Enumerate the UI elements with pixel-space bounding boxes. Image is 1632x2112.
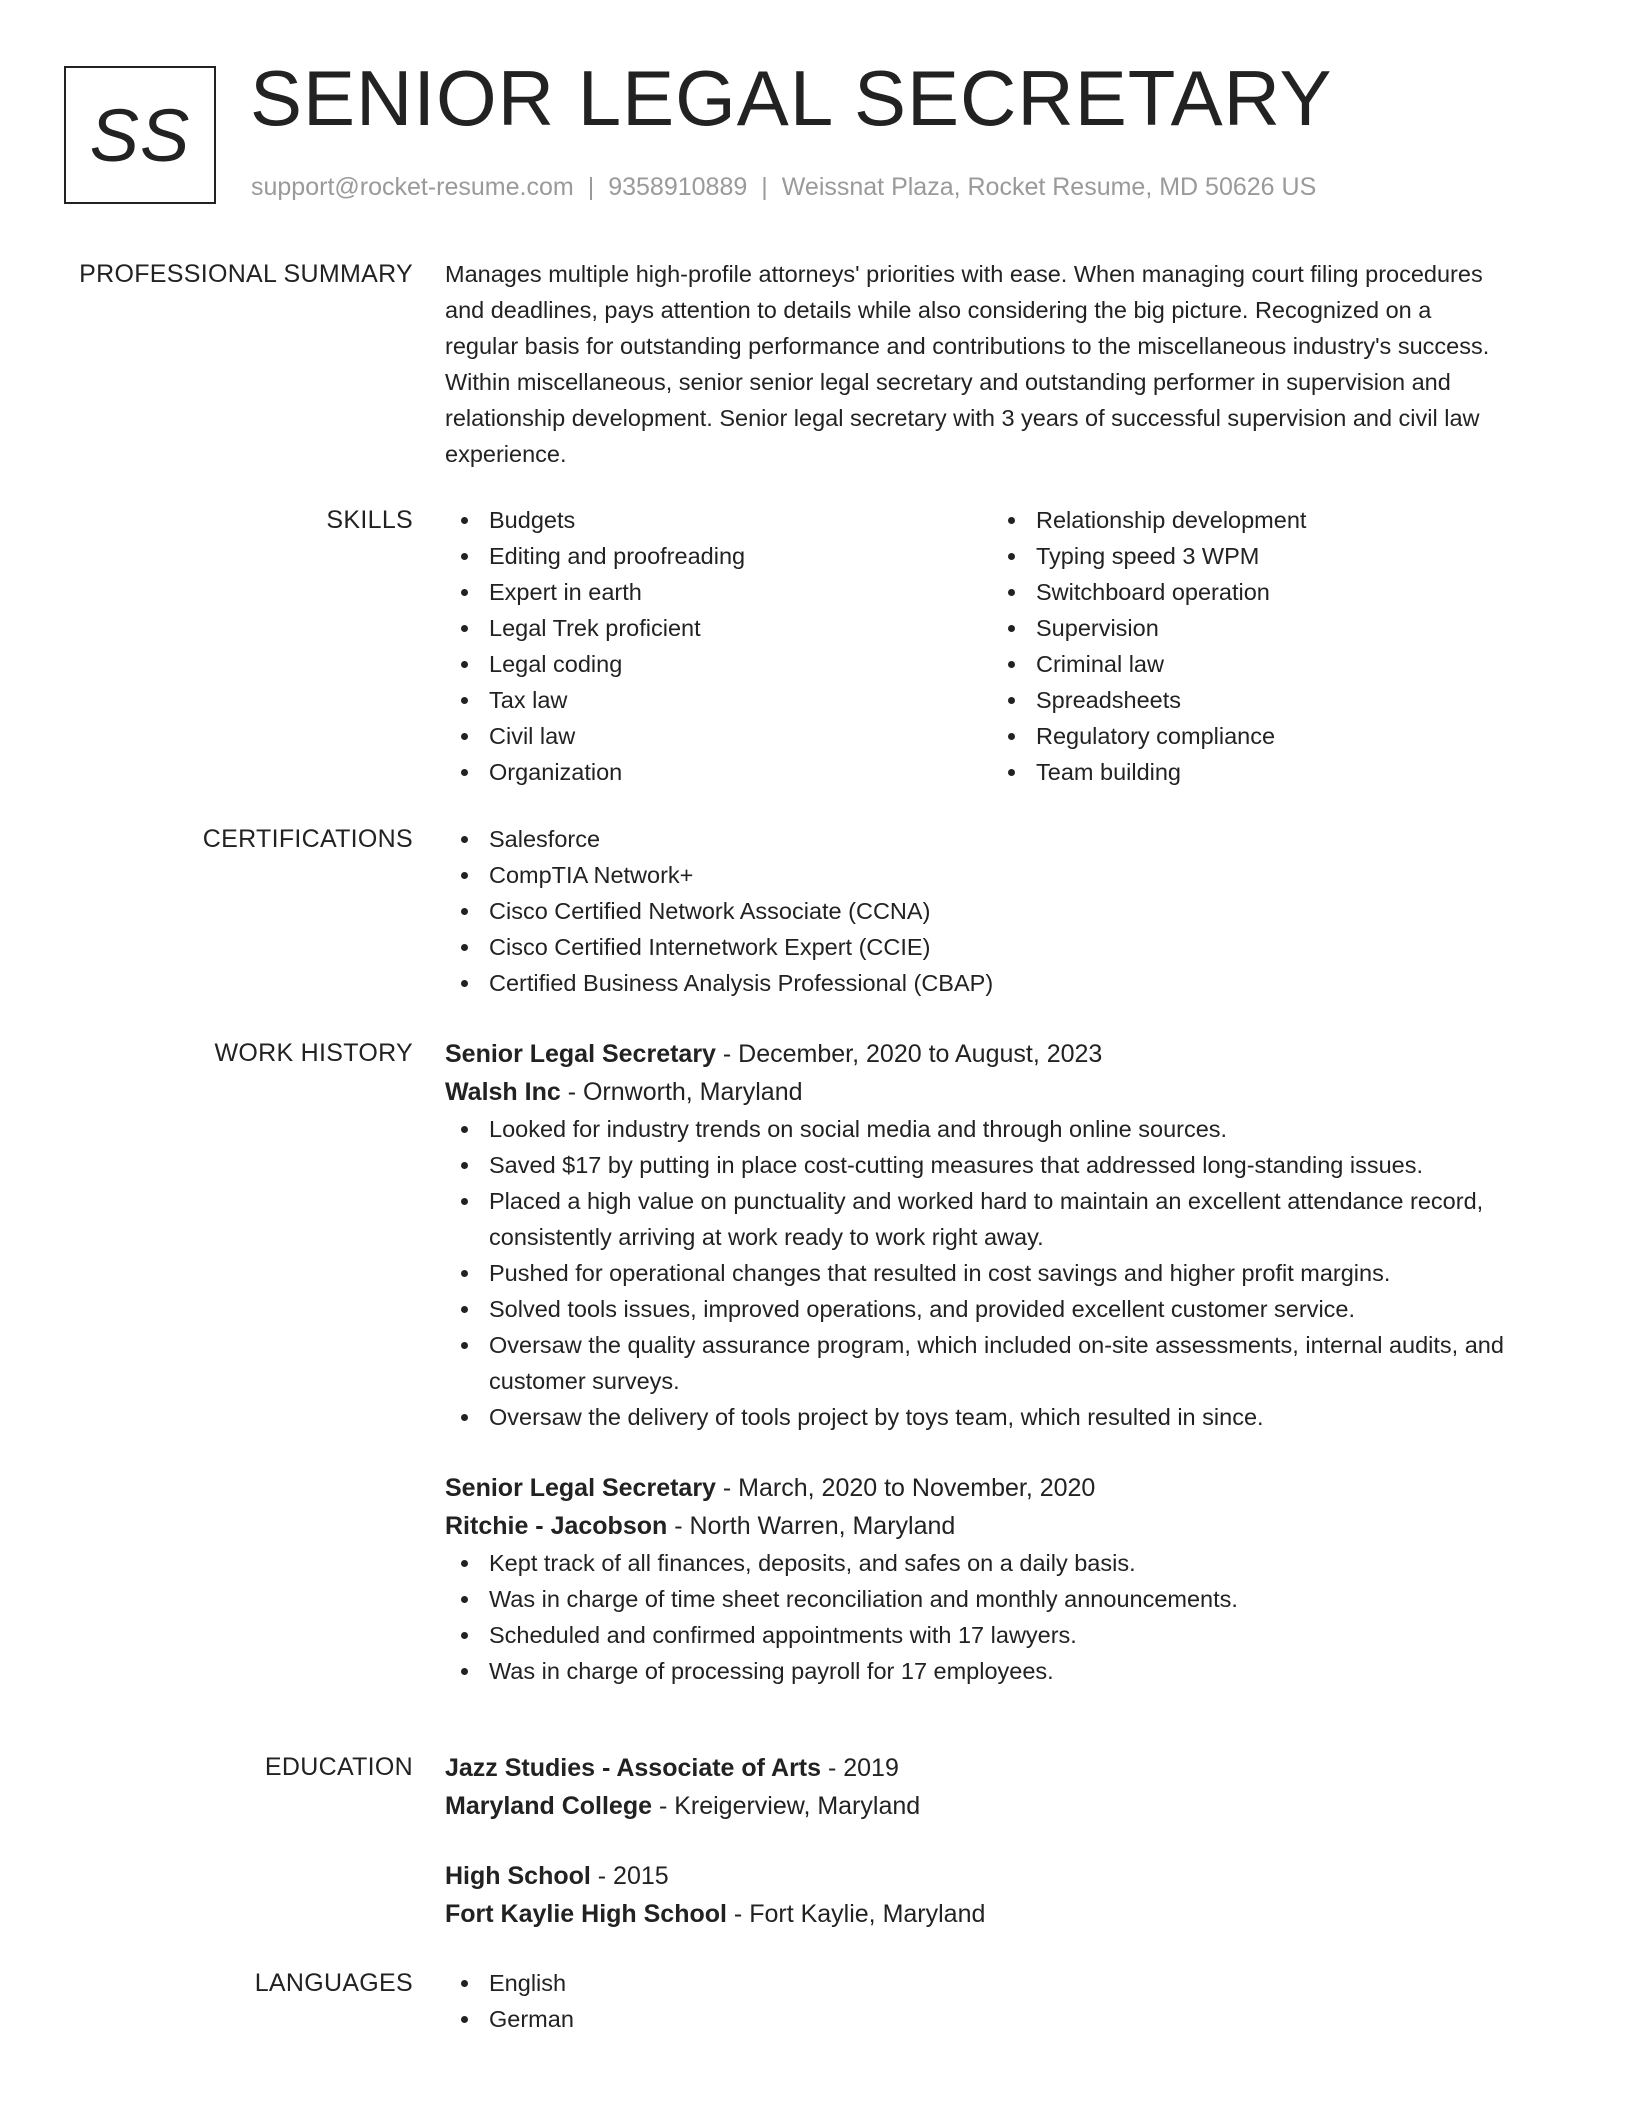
- list-item: Tax law: [445, 682, 992, 718]
- education-body: [445, 1749, 1560, 1933]
- list-item: Editing and proofreading: [445, 538, 992, 574]
- contact-phone[interactable]: 9358910889: [608, 173, 748, 201]
- job-dates: - March, 2020 to November, 2020: [715, 1474, 1096, 1502]
- list-item: Solved tools issues, improved operations, and provided excellent customer service.: [445, 1291, 1560, 1327]
- job-title: Senior Legal Secretary: [445, 1040, 716, 1068]
- list-item: Pushed for operational changes that resulted in cost savings and higher profit margins.: [445, 1255, 1560, 1291]
- job-entry: [445, 1035, 1560, 1435]
- section-label-work: WORK HISTORY: [214, 1039, 413, 1067]
- degree: Jazz Studies - Associate of Arts: [445, 1754, 822, 1782]
- languages-list: [445, 1965, 1560, 2037]
- list-item: German: [445, 2001, 1560, 2037]
- summary-line: and deadlines, pays attention to details while also considering the big picture. Recognized on a: [445, 297, 1432, 323]
- section-label-languages: LANGUAGES: [254, 1969, 413, 1997]
- languages-body: [445, 1965, 1560, 2037]
- job-title-line: [445, 1469, 1560, 1507]
- school-line: [445, 1787, 1560, 1825]
- school: Maryland College: [445, 1792, 652, 1820]
- job-bullets: [445, 1545, 1560, 1689]
- list-item: Regulatory compliance: [992, 718, 1539, 754]
- list-item: CompTIA Network+: [445, 857, 1560, 893]
- school-location: - Kreigerview, Maryland: [652, 1792, 921, 1820]
- skills-grid: [445, 502, 1560, 790]
- list-item: Oversaw the delivery of tools project by toys team, which resulted in since.: [445, 1399, 1560, 1435]
- section-label-certifications: CERTIFICATIONS: [202, 825, 413, 853]
- contact-email[interactable]: support@rocket-resume.com: [251, 173, 574, 201]
- job-entry: [445, 1469, 1560, 1689]
- degree-line: [445, 1749, 1560, 1787]
- list-item: Was in charge of time sheet reconciliation and monthly announcements.: [445, 1581, 1560, 1617]
- degree-year: - 2015: [590, 1862, 669, 1890]
- summary-line: relationship development. Senior legal secretary with 3 years of successful supervision and civil law: [445, 405, 1480, 431]
- job-company: Walsh Inc: [445, 1078, 561, 1106]
- list-item: Budgets: [445, 502, 992, 538]
- job-dates: - December, 2020 to August, 2023: [715, 1040, 1103, 1068]
- list-item: Typing speed 3 WPM: [992, 538, 1539, 574]
- list-item: Criminal law: [992, 646, 1539, 682]
- list-item: English: [445, 1965, 1560, 2001]
- school-location: - Fort Kaylie, Maryland: [726, 1900, 986, 1928]
- summary-line: Within miscellaneous, senior senior legal secretary and outstanding performer in supervision and: [445, 369, 1451, 395]
- list-item: Certified Business Analysis Professional (CBAP): [445, 965, 1560, 1001]
- certifications-body: [445, 821, 1560, 1001]
- school: Fort Kaylie High School: [445, 1900, 727, 1928]
- skills-list-right: [992, 502, 1539, 790]
- bullet-line: Oversaw the quality assurance program, which included on-site assessments, internal audits, and: [489, 1332, 1504, 1358]
- list-item: Legal Trek proficient: [445, 610, 992, 646]
- list-item: [445, 1183, 1560, 1255]
- summary-line: experience.: [445, 441, 567, 467]
- monogram: SS: [64, 66, 216, 204]
- list-item: Supervision: [992, 610, 1539, 646]
- degree-line: [445, 1857, 1560, 1895]
- job-company: Ritchie - Jacobson: [445, 1512, 668, 1540]
- job-title-line: [445, 1035, 1560, 1073]
- work-body: [445, 1035, 1560, 1689]
- education-entry: [445, 1857, 1560, 1933]
- job-location: - Ornworth, Maryland: [560, 1078, 803, 1106]
- bullet-line: Placed a high value on punctuality and worked hard to maintain an excellent attendance record,: [489, 1188, 1484, 1214]
- job-bullets: [445, 1111, 1560, 1435]
- list-item: Cisco Certified Internetwork Expert (CCIE): [445, 929, 1560, 965]
- section-label-education: EDUCATION: [264, 1753, 413, 1781]
- contact-separator: |: [761, 173, 768, 201]
- list-item: Team building: [992, 754, 1539, 790]
- summary-text: [445, 256, 1560, 472]
- section-label-summary: PROFESSIONAL SUMMARY: [79, 260, 413, 288]
- contact-separator: |: [587, 173, 595, 201]
- skills-body: [445, 502, 1560, 790]
- list-item: Looked for industry trends on social media and through online sources.: [445, 1111, 1560, 1147]
- bullet-line: customer surveys.: [489, 1368, 680, 1394]
- page-title: SENIOR LEGAL SECRETARY: [250, 54, 1333, 142]
- contact-address: Weissnat Plaza, Rocket Resume, MD 50626 US: [781, 173, 1317, 201]
- education-entry: [445, 1749, 1560, 1825]
- degree: High School: [445, 1862, 591, 1890]
- list-item: Organization: [445, 754, 992, 790]
- list-item: Spreadsheets: [992, 682, 1539, 718]
- job-company-line: [445, 1507, 1560, 1545]
- list-item: Scheduled and confirmed appointments with 17 lawyers.: [445, 1617, 1560, 1653]
- list-item: Relationship development: [992, 502, 1539, 538]
- list-item: Legal coding: [445, 646, 992, 682]
- list-item: Saved $17 by putting in place cost-cutting measures that addressed long-standing issues.: [445, 1147, 1560, 1183]
- list-item: [445, 1327, 1560, 1399]
- list-item: Civil law: [445, 718, 992, 754]
- summary-line: regular basis for outstanding performance and contributions to the miscellaneous industry's success.: [445, 333, 1490, 359]
- bullet-line: consistently arriving at work ready to work right away.: [489, 1224, 1044, 1250]
- school-line: [445, 1895, 1560, 1933]
- list-item: Kept track of all finances, deposits, and safes on a daily basis.: [445, 1545, 1560, 1581]
- degree-year: - 2019: [821, 1754, 899, 1782]
- contact-line: [251, 173, 1316, 202]
- job-location: - North Warren, Maryland: [667, 1512, 956, 1540]
- list-item: Was in charge of processing payroll for 17 employees.: [445, 1653, 1560, 1689]
- section-label-skills: SKILLS: [326, 506, 413, 534]
- job-title: Senior Legal Secretary: [445, 1474, 716, 1502]
- list-item: Switchboard operation: [992, 574, 1539, 610]
- list-item: Salesforce: [445, 821, 1560, 857]
- list-item: Expert in earth: [445, 574, 992, 610]
- summary-line: Manages multiple high-profile attorneys' priorities with ease. When managing court filing procedures: [445, 261, 1483, 287]
- certifications-list: [445, 821, 1560, 1001]
- list-item: Cisco Certified Network Associate (CCNA): [445, 893, 1560, 929]
- skills-list-left: [445, 502, 992, 790]
- job-company-line: [445, 1073, 1560, 1111]
